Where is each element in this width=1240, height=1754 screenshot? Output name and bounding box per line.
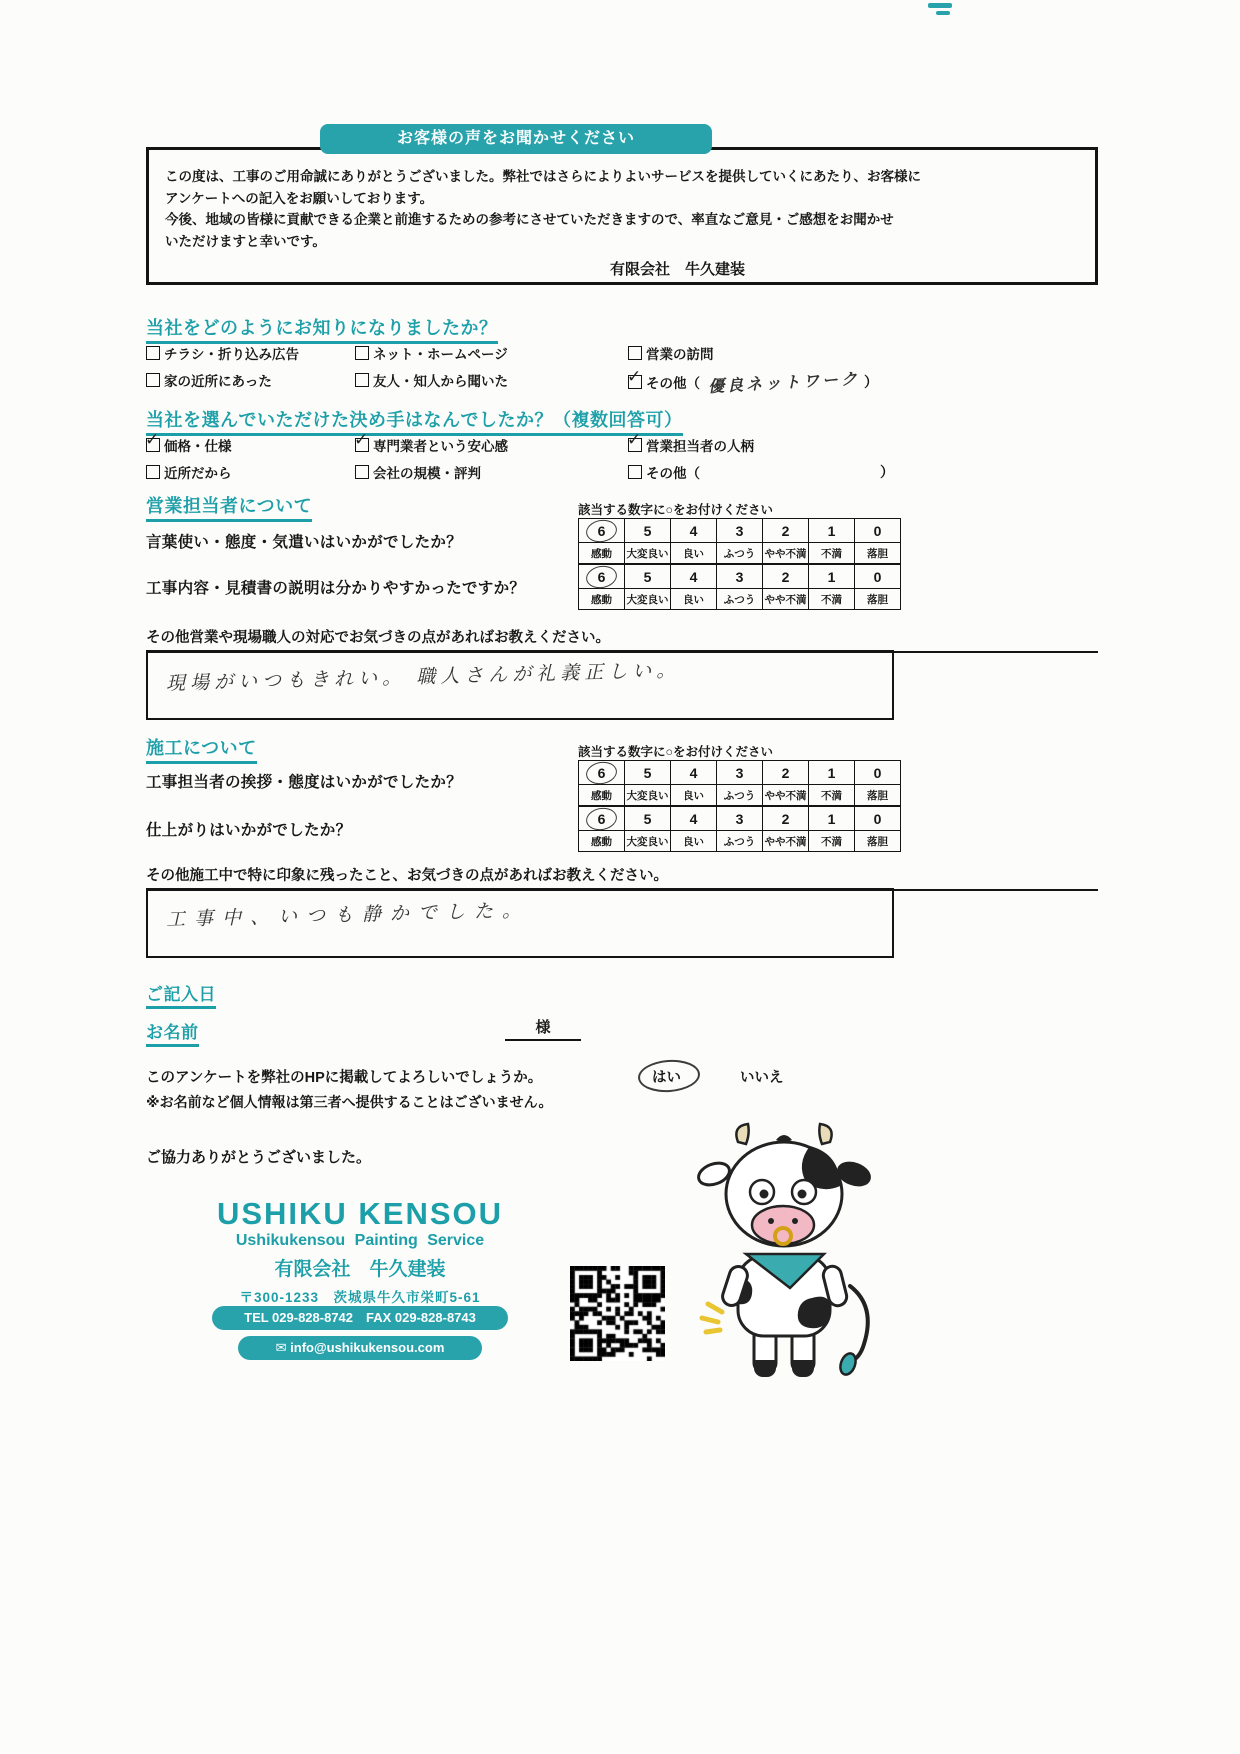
rating-table-sales-manner [578,518,901,564]
option-friend[interactable] [355,370,508,390]
option-label: 専門業者という安心感 [373,439,508,454]
option-label: 友人・知人から聞いた [373,374,508,389]
section-heading-how-know: 当社をどのようにお知りになりましたか？ [146,314,498,344]
option-label: 会社の規模・評判 [373,466,481,481]
checkbox-icon[interactable] [146,465,160,479]
rating-label: 良い [671,543,717,564]
handwritten-other-answer: 優良ネットワーク [707,371,861,396]
rating-label: 不満 [809,589,855,610]
comment-heading-sales: その他営業や現場職人の対応でお気づきの点があればお教えください。 [146,626,1098,653]
rating-cell[interactable]: 3 [717,807,763,831]
checkbox-icon[interactable] [355,465,369,479]
company-address: 〒300-1233 茨城県牛久市栄町5-61 [239,1290,481,1305]
rating-cell[interactable]: 1 [809,519,855,543]
rating-label: ふつう [717,831,763,852]
rating-table-construction-manner [578,760,901,806]
rating-cell[interactable]: 5 [625,807,671,831]
rating-cell[interactable]: 2 [763,565,809,589]
rating-cell[interactable]: 0 [855,807,901,831]
mail-icon: ✉ [275,1340,287,1355]
option-other-decision[interactable] [628,462,700,482]
rating-labels-row [579,589,901,610]
rating-label: 落胆 [855,589,901,610]
section-heading-decision: 当社を選んでいただけた決め手はなんでしたか？（複数回答可） [146,406,683,436]
rating-number: 6 [597,764,606,781]
rating-cell-selected[interactable] [579,761,625,785]
name-honorific: 様 [535,1019,551,1036]
company-signature: 有限会社 牛久建装 [610,261,746,278]
checkbox-icon[interactable] [628,438,642,452]
question-finish: 仕上がりはいかがでしたか？ [146,822,352,839]
rating-label: 大変良い [625,589,671,610]
rating-instruction: 該当する数字に○をお付けください [578,503,774,517]
rating-label: ふつう [717,589,763,610]
rating-label: やや不満 [763,589,809,610]
rating-cell-selected[interactable] [579,519,625,543]
checkbox-icon[interactable] [628,375,642,389]
rating-label: 感動 [579,831,625,852]
paren-close: ） [880,464,894,480]
rating-label: ふつう [717,785,763,806]
intro-box [146,147,1098,285]
rating-cell[interactable]: 1 [809,761,855,785]
rating-label: やや不満 [763,831,809,852]
rating-label: ふつう [717,543,763,564]
option-label: その他（ [646,375,700,391]
company-name: 有限会社 牛久建装 [274,1259,446,1280]
rating-number: 6 [597,522,606,539]
rating-cell[interactable]: 1 [809,807,855,831]
question-sales-manner: 言葉使い・態度・気遣いはいかがでしたか？ [146,534,463,551]
question-construction-manner: 工事担当者の挨拶・態度はいかがでしたか？ [146,774,463,791]
option-label: 家の近所にあった [164,374,272,389]
page-title-banner: お客様の声をお聞かせください [320,124,712,154]
rating-cell[interactable]: 4 [671,519,717,543]
name-input-line[interactable] [505,1016,581,1041]
rating-cell[interactable]: 0 [855,761,901,785]
rating-label: 落胆 [855,831,901,852]
publish-option-no[interactable]: いいえ [740,1070,784,1086]
handwritten-circle-icon [637,1058,701,1094]
rating-label: 感動 [579,785,625,806]
rating-label: 良い [671,785,717,806]
rating-label: 感動 [579,589,625,610]
rating-label: 大変良い [625,543,671,564]
option-sales-visit[interactable] [628,343,714,363]
rating-label: 感動 [579,543,625,564]
intro-line: 今後、地域の皆様に貢献できる企業と前進するための参考にさせていただきますので、率直なご意見・ご感想をお聞かせ [165,212,894,227]
rating-label: 大変良い [625,831,671,852]
rating-label: 良い [671,589,717,610]
question-sales-explanation: 工事内容・見積書の説明は分かりやすかったですか？ [146,580,526,597]
rating-labels-row [579,543,901,564]
option-website[interactable] [355,343,508,363]
option-flyer[interactable] [146,343,299,363]
checkbox-icon[interactable] [146,438,160,452]
rating-cell[interactable]: 4 [671,565,717,589]
rating-instruction: 該当する数字に○をお付けください [578,745,774,759]
rating-table-sales-explanation [578,564,901,610]
option-nearby[interactable] [146,462,232,482]
yes-label: はい [652,1070,681,1086]
rating-cell[interactable]: 3 [717,565,763,589]
qr-code [570,1266,665,1361]
privacy-note: ※お名前など個人情報は第三者へ提供することはございません。 [146,1094,553,1110]
rating-cell[interactable]: 4 [671,807,717,831]
rating-numbers-row [579,761,901,785]
company-telfax: TEL 029-828-8742 FAX 029-828-8743 [212,1306,508,1330]
option-personality[interactable] [628,435,754,455]
scan-artifact-mark [936,11,950,15]
rating-label: やや不満 [763,543,809,564]
option-label: その他（ [646,466,700,481]
rating-cell[interactable]: 2 [763,807,809,831]
rating-label: 不満 [809,785,855,806]
option-reputation[interactable] [355,462,481,482]
intro-line: アンケートへの記入をお願いしております。 [165,190,434,206]
option-label: チラシ・折り込み広告 [164,347,299,362]
rating-cell-selected[interactable] [579,565,625,589]
name-label: お名前 [146,1018,199,1047]
option-label: 営業の訪問 [646,347,714,362]
rating-label: やや不満 [763,785,809,806]
option-specialist[interactable] [355,435,508,455]
checkbox-icon[interactable] [146,373,160,387]
option-price[interactable] [146,435,232,455]
checkbox-icon[interactable] [355,346,369,360]
rating-numbers-row [579,807,901,831]
rating-cell[interactable]: 3 [717,761,763,785]
rating-labels-row [579,831,901,852]
rating-cell[interactable]: 2 [763,761,809,785]
comment-heading-construction: その他施工中で特に印象に残ったこと、お気づきの点があればお教えください。 [146,864,1098,891]
rating-number: 6 [597,568,606,585]
rating-label: 良い [671,831,717,852]
comment-box-construction[interactable] [146,888,894,958]
rating-cell[interactable]: 5 [625,565,671,589]
thanks-text: ご協力ありがとうございました。 [146,1149,372,1166]
company-tagline: Ushikukensou Painting Service [235,1232,485,1249]
option-other-how-know[interactable] [628,370,879,396]
intro-line: この度は、工事のご用命誠にありがとうございました。弊社ではさらによりよいサービスを提供していくにあたり、お客様に [165,169,921,184]
date-label: ご記入日 [146,980,216,1009]
cow-mascot-illustration [680,1108,890,1398]
rating-label: 大変良い [625,785,671,806]
option-neighborhood[interactable] [146,370,272,390]
option-label: 価格・仕様 [164,439,232,454]
publish-question: このアンケートを弊社のHPに掲載してよろしいでしょうか。 [146,1070,543,1086]
handwritten-comment: 工事中、いつも静かでした。 [165,900,531,931]
rating-cell[interactable]: 4 [671,761,717,785]
rating-cell[interactable]: 5 [625,761,671,785]
rating-label: 落胆 [855,543,901,564]
rating-number: 6 [597,810,606,827]
section-heading-construction: 施工について [146,734,257,764]
option-label: 近所だから [164,466,232,481]
rating-label: 不満 [809,831,855,852]
rating-cell[interactable]: 0 [855,519,901,543]
rating-cell[interactable]: 5 [625,519,671,543]
rating-cell[interactable]: 1 [809,565,855,589]
rating-label: 落胆 [855,785,901,806]
checkbox-icon[interactable] [146,346,160,360]
intro-line: いただけますと幸いです。 [165,233,326,249]
checkbox-icon[interactable] [355,373,369,387]
rating-numbers-row [579,519,901,543]
rating-labels-row [579,785,901,806]
rating-cell[interactable]: 3 [717,519,763,543]
rating-cell[interactable]: 2 [763,519,809,543]
section-heading-sales: 営業担当者について [146,492,312,522]
option-label: 営業担当者の人柄 [646,439,754,454]
comment-box-sales[interactable] [146,650,894,720]
rating-label: 不満 [809,543,855,564]
checkbox-icon[interactable] [628,346,642,360]
rating-numbers-row [579,565,901,589]
option-label: ネット・ホームページ [373,347,508,362]
scan-artifact-mark [928,3,952,8]
rating-table-finish [578,806,901,852]
checkbox-icon[interactable] [628,465,642,479]
handwritten-comment: 現場がいつもきれい。 職人さんが礼義正しい。 [165,660,681,695]
email-text: info@ushikukensou.com [290,1340,445,1355]
company-email[interactable] [238,1336,482,1360]
publish-option-yes[interactable] [652,1066,681,1087]
rating-cell[interactable]: 0 [855,565,901,589]
company-logo-text: USHIKU KENSOU [216,1196,504,1231]
rating-cell-selected[interactable] [579,807,625,831]
paren-close: ） [864,373,879,390]
checkbox-icon[interactable] [355,438,369,452]
